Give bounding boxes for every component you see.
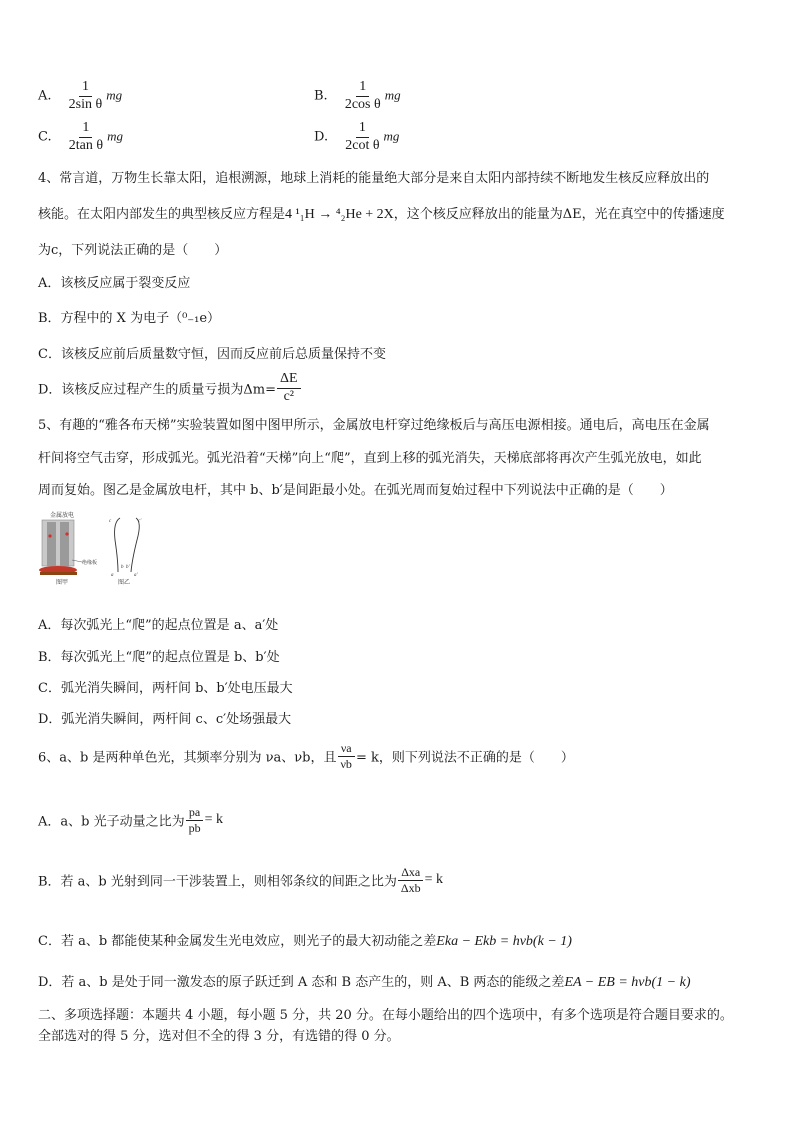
fraction-num: Δxa — [398, 866, 423, 881]
arc-spot — [65, 532, 68, 535]
arc-spot — [48, 534, 51, 537]
q4-option-d — [38, 372, 302, 404]
option-tail: mg — [107, 128, 123, 144]
q6-option-a-text: A．a、b 光子动量之比为 — [38, 814, 185, 830]
ladder-chamber — [42, 520, 74, 566]
fraction-den: Δxb — [400, 880, 421, 895]
q6-option-d-eq: EA − EB = hνb(1 − k) — [564, 975, 691, 990]
fraction — [186, 806, 204, 834]
fraction-num: 1 — [79, 80, 92, 97]
q4-line1: 4、常言道，万物生长靠太阳，追根溯源，地球上消耗的能量绝大部分是来自太阳内部持续不断地发生核反应释放出的 — [38, 171, 710, 186]
fraction — [342, 80, 384, 112]
q6-option-c-text: C．若 a、b 都能使某种金属发生光电效应，则光子的最大初动能之差 — [38, 934, 437, 949]
q5-option-d: D．弧光消失瞬间，两杆间 c、c′处场强最大 — [38, 712, 292, 727]
caption-a: 图甲 — [56, 580, 69, 586]
point-a-prime: a′ — [134, 573, 138, 578]
q4-option-d-text: D．该核反应过程产生的质量亏损为Δm= — [38, 382, 277, 398]
fraction — [66, 121, 106, 153]
point-c: c — [109, 519, 112, 524]
point-c-prime: c′ — [138, 519, 142, 524]
q5-line2: 杆间将空气击穿，形成弧光。弧光沿着“天梯”向上“爬”，直到上移的弧光消失，天梯底部将再次产生弧光放电，如此 — [38, 451, 702, 466]
q4-option-c: C．该核反应前后质量数守恒，因而反应前后总质量保持不变 — [38, 347, 386, 362]
option-tail: mg — [384, 87, 401, 103]
q5-option-b: B．每次弧光上“爬”的起点位置是 b、b′处 — [38, 650, 280, 665]
point-b-prime: b′ — [126, 565, 130, 570]
fraction — [277, 372, 301, 404]
option-tail: mg — [383, 128, 400, 144]
q5-option-a: A．每次弧光上“爬”的起点位置是 a、a′处 — [38, 618, 279, 633]
nuclear-equation: 4 ¹₁H → ⁴₂He + 2X — [285, 207, 394, 222]
fraction-num: pa — [186, 806, 203, 821]
fraction — [342, 121, 382, 153]
rod-right — [131, 518, 139, 572]
option-label: B. — [314, 88, 328, 104]
q6-option-c — [38, 930, 572, 950]
point-a: a — [111, 573, 114, 578]
fraction-den: 2cos θ — [344, 96, 381, 112]
section2-line1: 二、多项选择题：本题共 4 小题，每小题 5 分，共 20 分。在每小题给出的四个选项中，有多个选项是符合题目要求的。 — [38, 1008, 733, 1023]
option-label: C. — [38, 129, 52, 145]
fraction-num: 1 — [356, 121, 369, 138]
q4-line2-b: ，这个核反应释放出的能量为ΔE，光在真空中的传播速度 — [393, 207, 725, 222]
q6-option-d-text: D．若 a、b 是处于同一激发态的原子跃迁到 A 态和 B 态产生的，则 A、B 两态的能级之差 — [38, 975, 565, 990]
option-label: A. — [38, 88, 52, 104]
stand — [40, 572, 77, 575]
fraction-den: νb — [340, 756, 352, 771]
fraction — [66, 80, 106, 112]
label-metal-rod: 金属放电 — [50, 513, 75, 519]
fraction-num: 1 — [79, 121, 92, 138]
q6-stem — [38, 742, 574, 770]
q6-option-d — [38, 971, 691, 991]
figure-drawing — [38, 510, 150, 586]
q4-option-b: B．方程中的 X 为电子（⁰₋₁e） — [38, 311, 221, 326]
fraction-den: 2cot θ — [345, 137, 380, 153]
q6-option-a — [38, 806, 223, 834]
fraction-den: 2sin θ — [68, 96, 103, 112]
fraction — [398, 866, 424, 894]
q6-option-b — [38, 866, 443, 894]
q4-line2-a: 核能。在太阳内部发生的典型核反应方程是 — [38, 207, 286, 222]
fraction-num: νa — [338, 742, 355, 757]
fraction — [338, 742, 355, 770]
fraction-den: 2tan θ — [68, 137, 104, 153]
q6-option-b-text: B．若 a、b 光射到同一干涉装置上，则相邻条纹的间距之比为 — [38, 874, 397, 890]
rod-left — [115, 518, 120, 572]
point-b: b — [121, 565, 124, 570]
q5-line1: 5、有趣的“雅各布天梯”实验装置如图中图甲所示，金属放电杆穿过绝缘板后与高压电源相接。通电后，高电压在金属 — [38, 418, 710, 433]
fraction-den: c² — [283, 388, 295, 404]
fraction-num: 1 — [356, 80, 369, 97]
q5-line3: 周而复始。图乙是金属放电杆，其中 b、b′是间距最小处。在弧光周而复始过程中下列说法中正确的是（ ） — [38, 483, 673, 498]
q4-line3: 为c，下列说法正确的是（ ） — [38, 243, 228, 258]
q3-option-b — [314, 80, 401, 112]
caption-b: 图乙 — [118, 580, 131, 586]
q3-option-d — [314, 121, 399, 153]
left-rod — [47, 522, 56, 566]
option-tail: mg — [106, 87, 123, 103]
label-insulating-plate: 绝缘板 — [82, 560, 98, 566]
q5-option-c: C．弧光消失瞬间，两杆间 b、b′处电压最大 — [38, 681, 293, 696]
q4-line2 — [38, 203, 725, 223]
option-tail: = k — [424, 872, 444, 888]
option-label: D. — [314, 129, 329, 145]
fraction-den: pb — [188, 820, 201, 835]
section2-line2: 全部选对的得 5 分，选对但不全的得 3 分，有选错的得 0 分。 — [38, 1029, 400, 1044]
option-tail: = k — [204, 812, 223, 828]
jacob-ladder-figure — [38, 510, 150, 586]
fraction-num: ΔE — [277, 372, 301, 389]
q4-option-a: A．该核反应属于裂变反应 — [38, 276, 191, 291]
q6-stem-a: 6、a、b 是两种单色光，其频率分别为 νa、νb，且 — [38, 750, 337, 766]
q6-option-c-eq: Eka − Ekb = hνb(k − 1) — [436, 934, 572, 949]
q3-option-c — [38, 121, 123, 153]
right-rod — [60, 522, 69, 566]
q6-stem-b: = k，则下列说法不正确的是（ ） — [355, 750, 574, 766]
q3-option-a — [38, 80, 122, 112]
